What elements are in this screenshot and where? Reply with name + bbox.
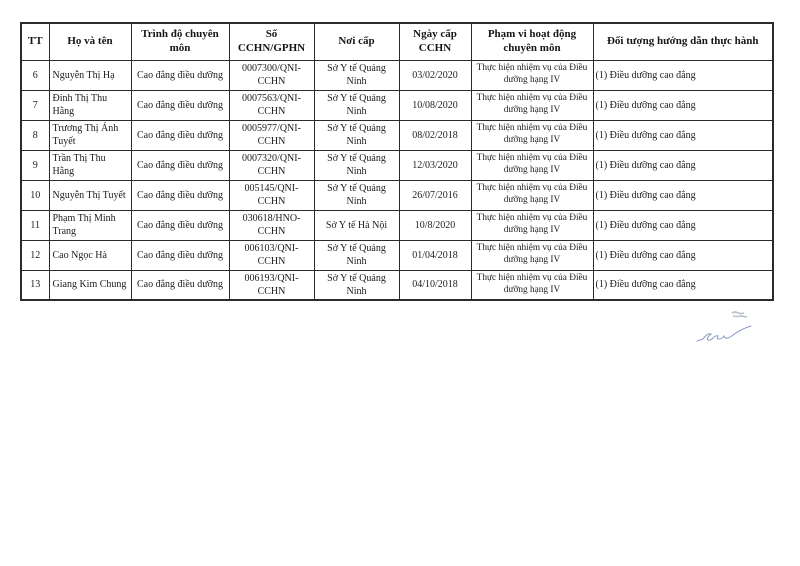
- cell-subject: (1) Điều dưỡng cao đẳng: [593, 240, 773, 270]
- cell-tt: 12: [21, 240, 49, 270]
- cell-issued-date: 10/08/2020: [399, 90, 471, 120]
- signature-scribble: [697, 326, 751, 341]
- cell-name: Nguyễn Thị Tuyết: [49, 180, 131, 210]
- cell-issued-by: Sở Y tế Quảng Ninh: [314, 60, 399, 90]
- cell-name: Nguyễn Thị Hạ: [49, 60, 131, 90]
- table-row: [21, 90, 773, 120]
- cell-issued-by: Sở Y tế Hà Nội: [314, 210, 399, 240]
- practitioners-table: [20, 22, 774, 301]
- cell-issued-date: 03/02/2020: [399, 60, 471, 90]
- table-row: [21, 150, 773, 180]
- cell-subject: (1) Điều dưỡng cao đẳng: [593, 150, 773, 180]
- cell-degree: Cao đẳng điều dưỡng: [131, 90, 229, 120]
- cell-cert-no: 0005977/QNI-CCHN: [229, 120, 314, 150]
- cell-subject: (1) Điều dưỡng cao đẳng: [593, 270, 773, 300]
- cell-scope: Thực hiện nhiệm vụ của Điều dưỡng hạng IV: [471, 240, 593, 270]
- cell-scope: Thực hiện nhiệm vụ của Điều dưỡng hạng IV: [471, 270, 593, 300]
- header-issued-date: Ngày cấp CCHN: [399, 23, 471, 60]
- signature-marks: [688, 302, 774, 352]
- cell-issued-by: Sở Y tế Quảng Ninh: [314, 240, 399, 270]
- cell-tt: 8: [21, 120, 49, 150]
- cell-tt: 6: [21, 60, 49, 90]
- cell-scope: Thực hiện nhiệm vụ của Điều dưỡng hạng IV: [471, 180, 593, 210]
- cell-subject: (1) Điều dưỡng cao đẳng: [593, 120, 773, 150]
- cell-degree: Cao đẳng điều dưỡng: [131, 210, 229, 240]
- cell-name: Giang Kim Chung: [49, 270, 131, 300]
- table-row: [21, 180, 773, 210]
- cell-degree: Cao đẳng điều dưỡng: [131, 150, 229, 180]
- table-row: [21, 210, 773, 240]
- cell-name: Cao Ngọc Hà: [49, 240, 131, 270]
- cell-issued-date: 04/10/2018: [399, 270, 471, 300]
- cell-tt: 11: [21, 210, 49, 240]
- cell-subject: (1) Điều dưỡng cao đẳng: [593, 210, 773, 240]
- header-tt: TT: [21, 23, 49, 60]
- cell-issued-by: Sở Y tế Quảng Ninh: [314, 90, 399, 120]
- cell-issued-date: 12/03/2020: [399, 150, 471, 180]
- header-issued-by: Nơi cấp: [314, 23, 399, 60]
- cell-cert-no: 0007300/QNI-CCHN: [229, 60, 314, 90]
- table-row: [21, 270, 773, 300]
- cell-issued-date: 26/07/2016: [399, 180, 471, 210]
- header-scope: Phạm vi hoạt động chuyên môn: [471, 23, 593, 60]
- cell-scope: Thực hiện nhiệm vụ của Điều dưỡng hạng IV: [471, 150, 593, 180]
- cell-issued-by: Sở Y tế Quảng Ninh: [314, 180, 399, 210]
- cell-tt: 9: [21, 150, 49, 180]
- cell-issued-date: 08/02/2018: [399, 120, 471, 150]
- cell-issued-date: 01/04/2018: [399, 240, 471, 270]
- cell-name: Phạm Thị Minh Trang: [49, 210, 131, 240]
- cell-subject: (1) Điều dưỡng cao đẳng: [593, 60, 773, 90]
- table-row: [21, 240, 773, 270]
- cell-name: Trần Thị Thu Hằng: [49, 150, 131, 180]
- cell-tt: 10: [21, 180, 49, 210]
- cell-scope: Thực hiện nhiệm vụ của Điều dưỡng hạng IV: [471, 90, 593, 120]
- header-subject: Đối tượng hướng dẫn thực hành: [593, 23, 773, 60]
- cell-name: Trương Thị Ánh Tuyết: [49, 120, 131, 150]
- table-row: [21, 120, 773, 150]
- cell-scope: Thực hiện nhiệm vụ của Điều dưỡng hạng IV: [471, 120, 593, 150]
- cell-cert-no: 006193/QNI-CCHN: [229, 270, 314, 300]
- cell-degree: Cao đẳng điều dưỡng: [131, 270, 229, 300]
- cell-cert-no: 0007563/QNI-CCHN: [229, 90, 314, 120]
- table-row: [21, 60, 773, 90]
- cell-cert-no: 005145/QNI-CCHN: [229, 180, 314, 210]
- cell-scope: Thực hiện nhiệm vụ của Điều dưỡng hạng IV: [471, 60, 593, 90]
- cell-tt: 7: [21, 90, 49, 120]
- cell-issued-by: Sở Y tế Quảng Ninh: [314, 270, 399, 300]
- cell-name: Đinh Thị Thu Hằng: [49, 90, 131, 120]
- cell-subject: (1) Điều dưỡng cao đẳng: [593, 90, 773, 120]
- cell-tt: 13: [21, 270, 49, 300]
- cell-cert-no: 030618/HNO-CCHN: [229, 210, 314, 240]
- cell-cert-no: 006103/QNI-CCHN: [229, 240, 314, 270]
- header-degree: Trình độ chuyên môn: [131, 23, 229, 60]
- cell-degree: Cao đẳng điều dưỡng: [131, 60, 229, 90]
- header-name: Họ và tên: [49, 23, 131, 60]
- signature-smudge-mark: [732, 312, 747, 317]
- cell-issued-date: 10/8/2020: [399, 210, 471, 240]
- cell-issued-by: Sở Y tế Quảng Ninh: [314, 150, 399, 180]
- cell-issued-by: Sở Y tế Quảng Ninh: [314, 120, 399, 150]
- cell-degree: Cao đẳng điều dưỡng: [131, 180, 229, 210]
- header-cert-no: Số CCHN/GPHN: [229, 23, 314, 60]
- cell-degree: Cao đẳng điều dưỡng: [131, 240, 229, 270]
- header-row: [21, 23, 773, 60]
- cell-cert-no: 0007320/QNI-CCHN: [229, 150, 314, 180]
- cell-subject: (1) Điều dưỡng cao đẳng: [593, 180, 773, 210]
- cell-degree: Cao đẳng điều dưỡng: [131, 120, 229, 150]
- table-header: [21, 23, 773, 60]
- table-body: [21, 60, 773, 300]
- cell-scope: Thực hiện nhiệm vụ của Điều dưỡng hạng IV: [471, 210, 593, 240]
